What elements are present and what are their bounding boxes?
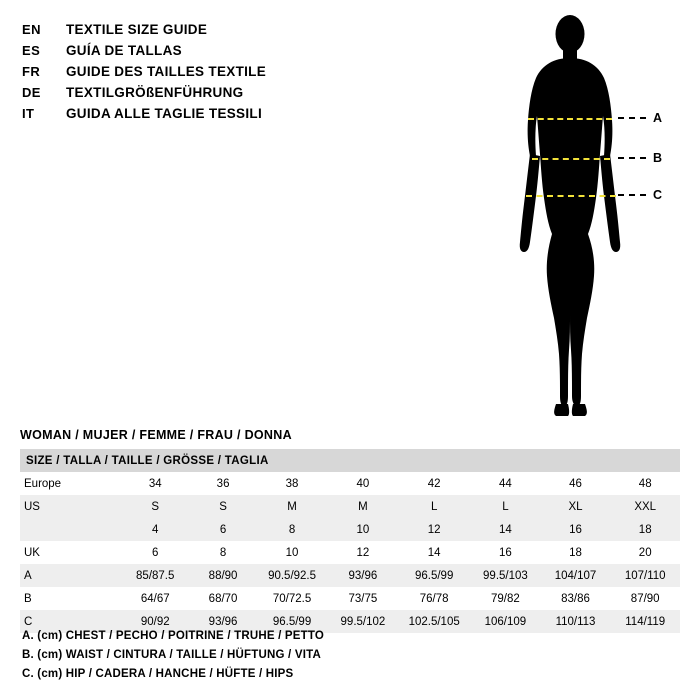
row-label (20, 518, 121, 541)
cell: 87/90 (610, 587, 680, 610)
cell: 83/86 (541, 587, 611, 610)
row-label: US (20, 495, 121, 518)
chest-measure-line (528, 118, 612, 120)
legend-language-code: EN (22, 22, 41, 37)
table-caption: WOMAN / MUJER / FEMME / FRAU / DONNA (20, 428, 292, 442)
cell: 46 (541, 472, 611, 495)
cell: 48 (610, 472, 680, 495)
cell: 64/67 (121, 587, 190, 610)
marker-leader-line (618, 194, 646, 196)
cell: 99.5/103 (470, 564, 540, 587)
measurement-notes (22, 630, 682, 687)
waist-measure-line (532, 158, 610, 160)
legend-language-code: FR (22, 64, 41, 79)
cell: 40 (328, 472, 398, 495)
legend-language-text: GUIDA ALLE TAGLIE TESSILI (66, 106, 262, 121)
cell: 42 (398, 472, 470, 495)
marker-label: B (653, 151, 663, 165)
marker-a (618, 112, 662, 124)
table-row (20, 518, 680, 541)
cell: 14 (470, 518, 540, 541)
cell: S (121, 495, 190, 518)
cell: 36 (190, 472, 257, 495)
table-header-row (20, 449, 680, 472)
figure-area (470, 8, 690, 428)
cell: 18 (610, 518, 680, 541)
note-waist: B. (cm) WAIST / CINTURA / TAILLE / HÜFTUNG / VITA (22, 649, 321, 661)
cell: 99.5/102 (328, 610, 398, 633)
marker-leader-line (618, 157, 646, 159)
row-label: UK (20, 541, 121, 564)
row-label: C (20, 610, 121, 633)
marker-c (618, 189, 662, 201)
legend-row (22, 43, 352, 58)
cell: 44 (470, 472, 540, 495)
legend-row (22, 22, 352, 37)
cell: 68/70 (190, 587, 257, 610)
cell: 106/109 (470, 610, 540, 633)
cell: 12 (398, 518, 470, 541)
hip-measure-line (526, 195, 616, 197)
cell: 4 (121, 518, 190, 541)
marker-b (618, 152, 662, 164)
table-row (20, 495, 680, 518)
legend-language-text: TEXTILGRÖßENFÜHRUNG (66, 85, 244, 100)
cell: 88/90 (190, 564, 257, 587)
cell: L (470, 495, 540, 518)
legend-row (22, 85, 352, 100)
female-silhouette-icon (470, 8, 690, 428)
cell: 10 (328, 518, 398, 541)
cell: 96.5/99 (398, 564, 470, 587)
cell: 73/75 (328, 587, 398, 610)
cell: 10 (256, 541, 327, 564)
table-row (20, 587, 680, 610)
table-row (20, 564, 680, 587)
cell: 79/82 (470, 587, 540, 610)
legend-language-text: GUIDE DES TAILLES TEXTILE (66, 64, 267, 79)
cell: 90/92 (121, 610, 190, 633)
note-hip: C. (cm) HIP / CADERA / HANCHE / HÜFTE / HIPS (22, 668, 294, 680)
cell: 110/113 (541, 610, 611, 633)
cell: 16 (470, 541, 540, 564)
cell: 8 (190, 541, 257, 564)
cell: 93/96 (328, 564, 398, 587)
table-row (20, 541, 680, 564)
cell: M (328, 495, 398, 518)
row-label: B (20, 587, 121, 610)
marker-label: C (653, 188, 663, 202)
cell: 16 (541, 518, 611, 541)
note-chest: A. (cm) CHEST / PECHO / POITRINE / TRUHE / PETTO (22, 630, 325, 642)
cell: 38 (256, 472, 327, 495)
cell: 114/119 (610, 610, 680, 633)
cell: 14 (398, 541, 470, 564)
cell: L (398, 495, 470, 518)
row-label: A (20, 564, 121, 587)
cell: 70/72.5 (256, 587, 327, 610)
cell: 93/96 (190, 610, 257, 633)
cell: XXL (610, 495, 680, 518)
size-table (20, 449, 680, 633)
legend-language-text: TEXTILE SIZE GUIDE (66, 22, 208, 37)
cell: 8 (256, 518, 327, 541)
cell: 34 (121, 472, 190, 495)
cell: S (190, 495, 257, 518)
cell: 85/87.5 (121, 564, 190, 587)
row-label: Europe (20, 472, 121, 495)
cell: 90.5/92.5 (256, 564, 327, 587)
marker-label: A (653, 111, 663, 125)
cell: 76/78 (398, 587, 470, 610)
cell: 107/110 (610, 564, 680, 587)
language-legend (22, 22, 352, 127)
cell: 12 (328, 541, 398, 564)
cell: 6 (121, 541, 190, 564)
cell: 102.5/105 (398, 610, 470, 633)
legend-language-code: DE (22, 85, 41, 100)
legend-row (22, 106, 352, 121)
cell: 96.5/99 (256, 610, 327, 633)
legend-row (22, 64, 352, 79)
cell: 6 (190, 518, 257, 541)
marker-leader-line (618, 117, 646, 119)
cell: 18 (541, 541, 611, 564)
table-row (20, 472, 680, 495)
legend-language-text: GUÍA DE TALLAS (66, 43, 182, 58)
legend-language-code: ES (22, 43, 41, 58)
cell: 20 (610, 541, 680, 564)
cell: 104/107 (541, 564, 611, 587)
legend-language-code: IT (22, 106, 35, 121)
size-table-section (20, 428, 680, 633)
table-header-label: SIZE / TALLA / TAILLE / GRÖSSE / TAGLIA (20, 449, 680, 472)
cell: XL (541, 495, 611, 518)
cell: M (256, 495, 327, 518)
